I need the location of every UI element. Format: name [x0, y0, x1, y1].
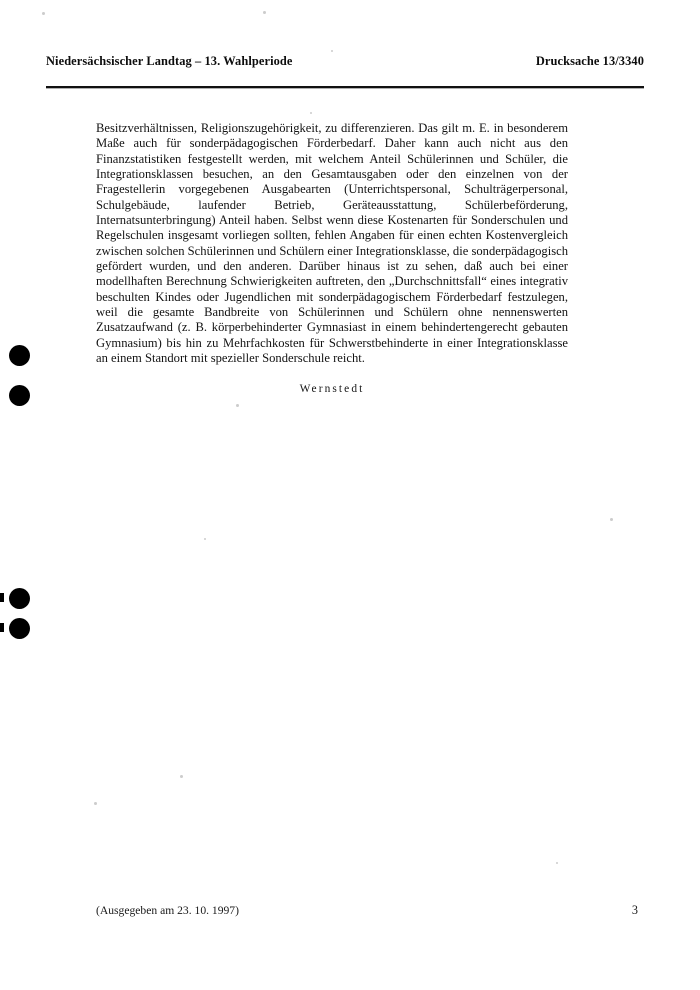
body-paragraph: Besitzverhältnissen, Religionszugehörigkeit, zu differenzieren. Das gilt m. E. in besonderem Maße auch für sonderpädagogischen Förderbedarf. Daher kann auch nicht aus den Finanzstatistiken festgestellt werden, mit welchem Anteil Schülerinnen und Schüler, die Integrationsklassen besuchen, an den Gesamtausgaben oder den einzelnen von der Fragestellerin vorgegebenen Ausgabearten (Unterrichtspersonal, Schulträgerpersonal, Schulgebäude, laufender Betrieb, Geräteausstattung, Schülerbeförderung, Internatsunterbringung) Anteil haben. Selbst wenn diese Kostenarten für Sonderschulen und Regelschulen insgesamt vorliegen sollten, fehlen Angaben für einen echten Kostenvergleich zwischen solchen Schülerinnen und Schülern einer Integrationsklasse, die sonderpädagogisch gefördert wurden, und den anderen. Darüber hinaus ist zu sehen, daß auch bei einer modellhaften Berechnung Schwierigkeiten auftreten, den „Durchschnittsfall“ eines integrativ beschulten Kindes oder Jugendlichen mit sonderpädagogischem Förderbedarf festzulegen, weil die gesamte Bandbreite von Schülerinnen und Schülern ohne nennenswerten Zusatzaufwand (z. B. körperbehinderter Gymnasiast in einem behindertengerecht gebauten Gymnasium) bis hin zu Mehrfachkosten für Schwerstbehinderte in einer Integrationsklasse an einem Standort mit spezieller Sonderschule reicht.	[96, 121, 568, 366]
scan-speckle	[610, 518, 613, 521]
footer-issue-date: (Ausgegeben am 23. 10. 1997)	[96, 904, 239, 917]
scan-speckle	[310, 112, 312, 114]
binding-edge-tick	[0, 623, 4, 632]
binding-mark-dot	[9, 618, 30, 639]
scan-speckle	[94, 802, 97, 805]
page-header	[46, 54, 644, 69]
scan-speckle	[204, 538, 206, 540]
header-parliament-title: Niedersächsischer Landtag – 13. Wahlperiode	[46, 54, 293, 68]
binding-edge-tick	[0, 593, 4, 602]
footer-page-number: 3	[631, 903, 638, 917]
binding-mark-dot	[9, 588, 30, 609]
header-divider-rule	[46, 86, 644, 88]
scan-speckle	[263, 11, 266, 14]
scan-speckle	[331, 50, 333, 52]
scan-speckle	[180, 775, 183, 778]
scan-speckle	[556, 862, 558, 864]
binding-mark-dot	[9, 345, 30, 366]
signature-name: Wernstedt	[299, 383, 365, 395]
binding-mark-dot	[9, 385, 30, 406]
scan-speckle	[236, 404, 239, 407]
page-footer	[96, 903, 638, 918]
scan-speckle	[42, 12, 45, 15]
header-document-number: Drucksache 13/3340	[535, 54, 644, 68]
